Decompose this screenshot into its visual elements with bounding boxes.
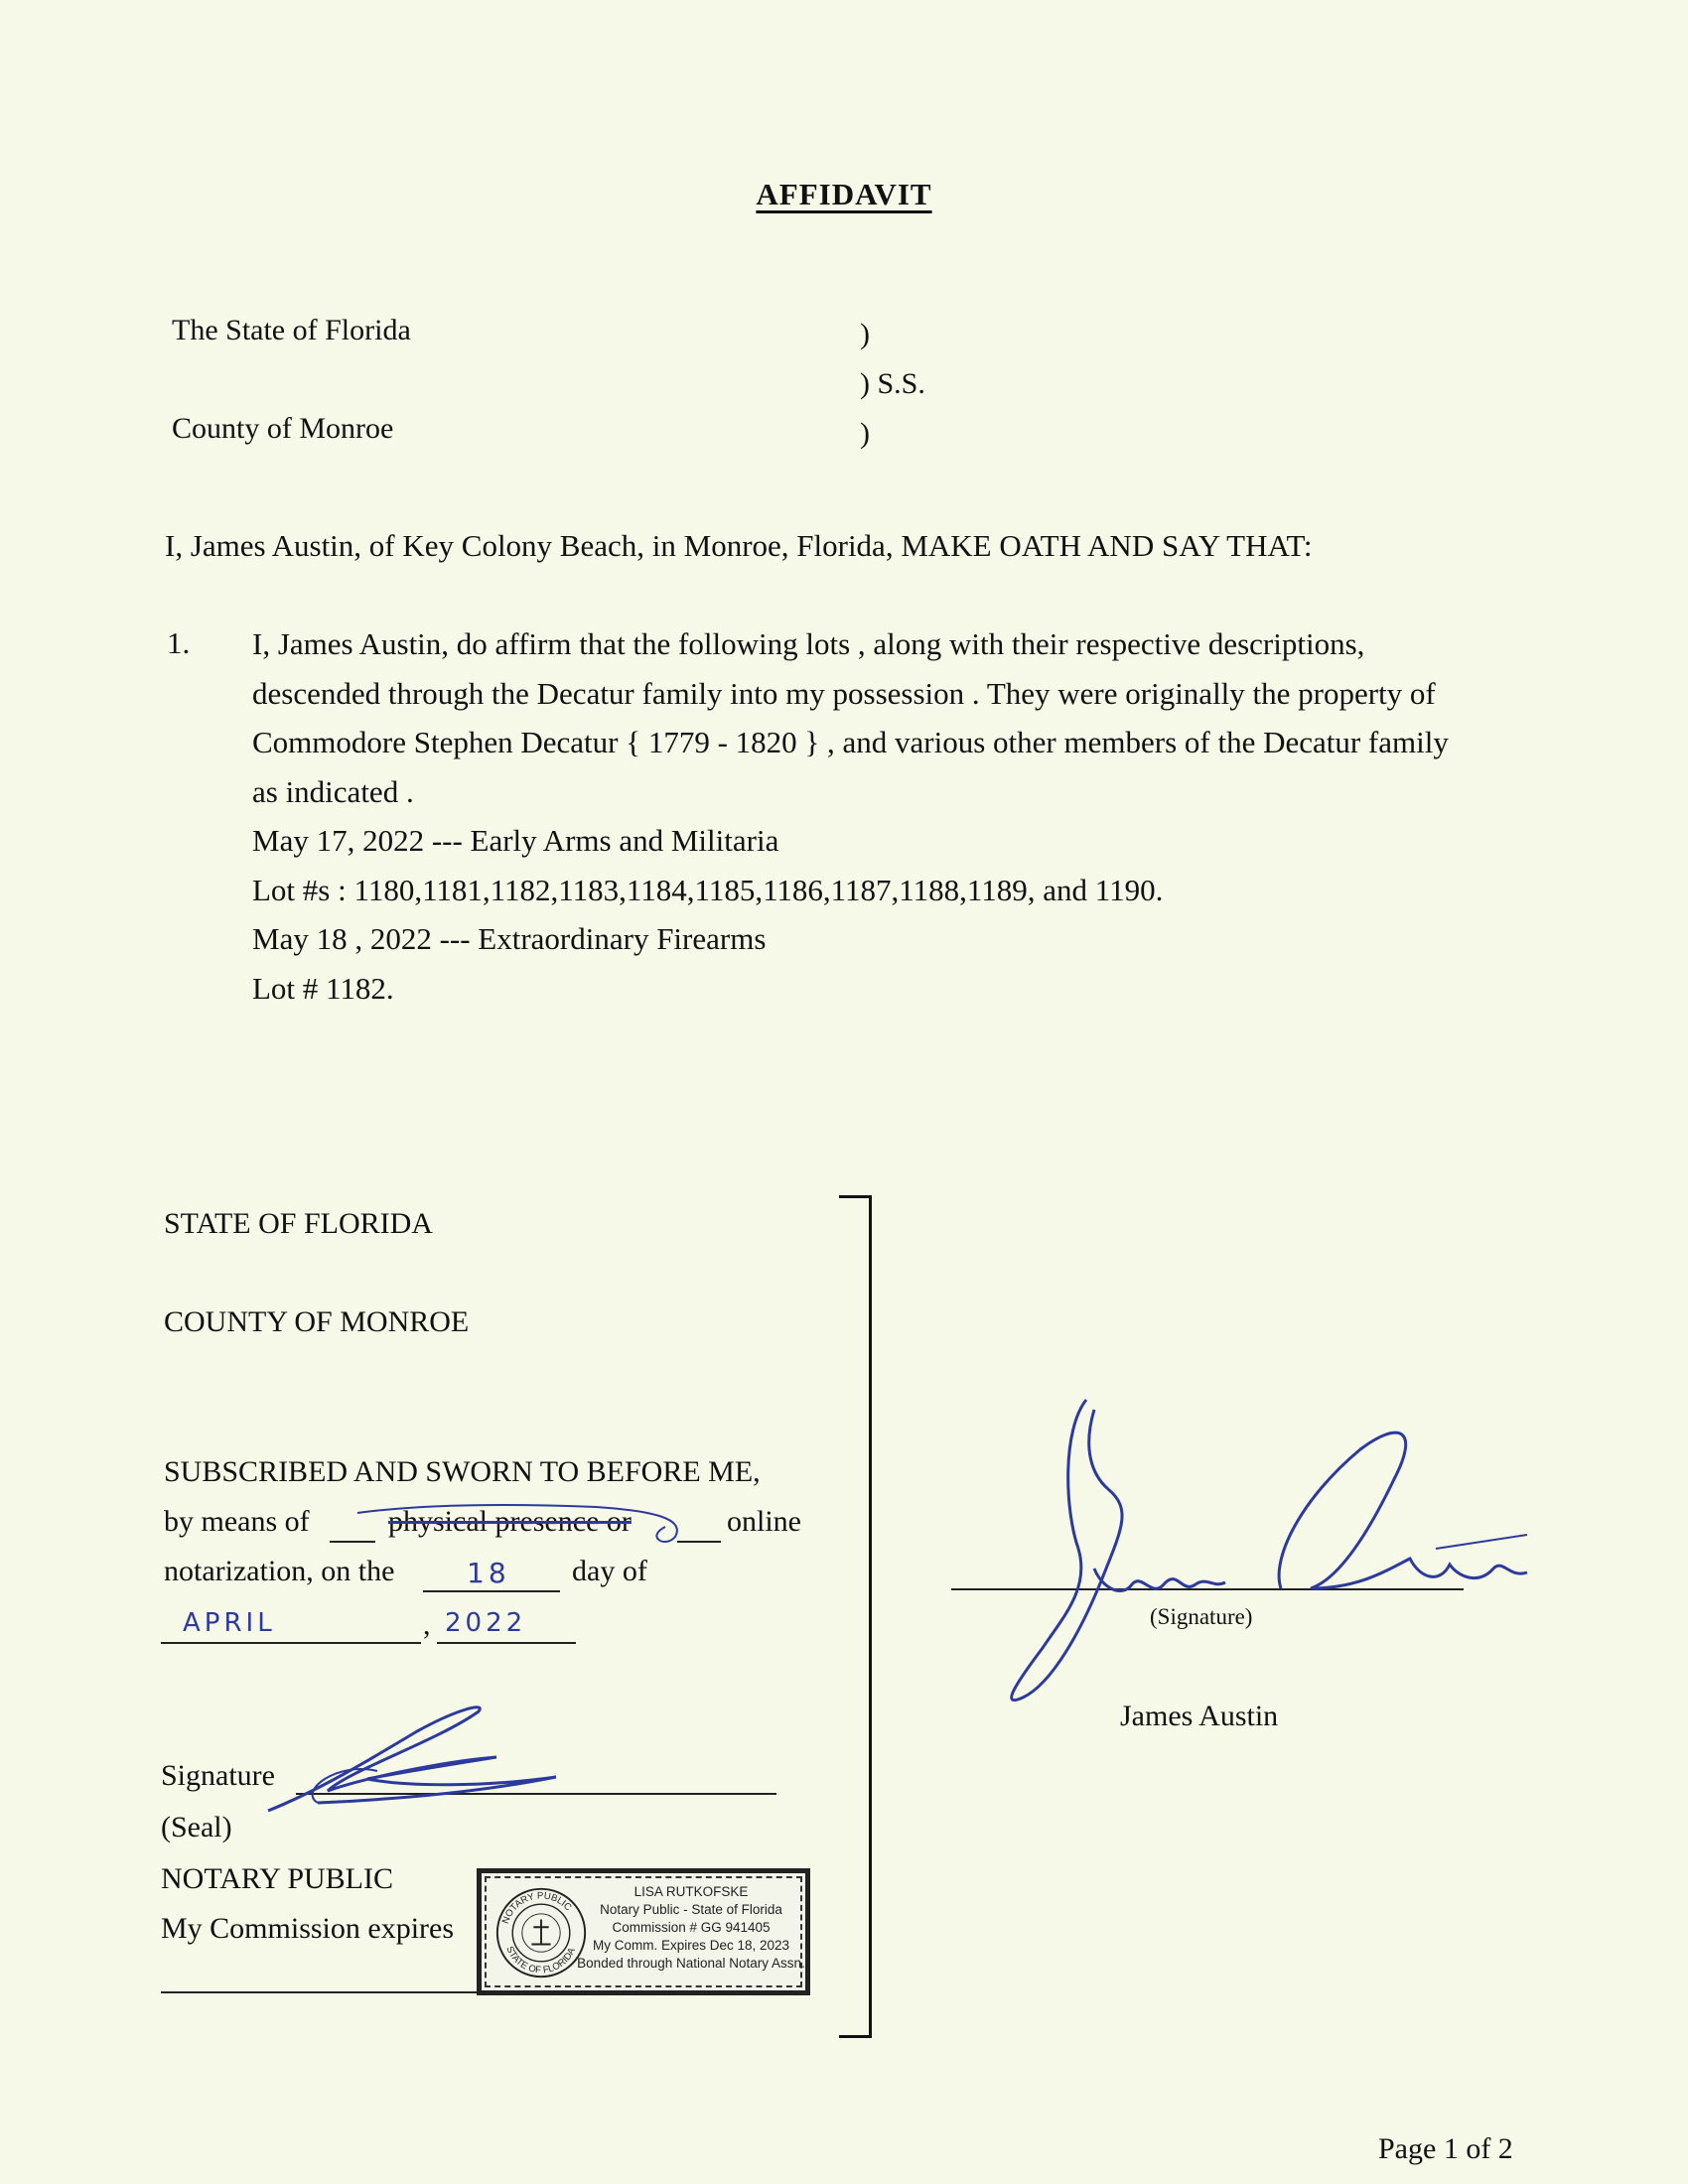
affiant-signature-image: [983, 1390, 1559, 1717]
strike-loop: [357, 1497, 725, 1557]
item-line: May 17, 2022 --- Early Arms and Militaria: [252, 823, 779, 858]
item-line: May 18 , 2022 --- Extraordinary Firearms: [252, 921, 767, 956]
oath-intro: I, James Austin, of Key Colony Beach, in Monroe, Florida, MAKE OATH AND SAY THAT:: [165, 528, 1313, 563]
seal-text-top: NOTARY PUBLIC: [499, 1890, 574, 1926]
year-handwritten: 2022: [445, 1608, 527, 1638]
commission-expires-line: [161, 1991, 479, 1993]
item-body: [252, 619, 1553, 1013]
stamp-bonded: Bonded through National Notary Assn.: [577, 1956, 805, 1971]
month-handwritten: APRIL: [183, 1608, 276, 1638]
item-line: Lot # 1182.: [252, 970, 394, 1006]
item-line: descended through the Decatur family into my possession . They were originally the property of: [252, 675, 1436, 711]
day-handwritten: 18: [467, 1557, 510, 1589]
venue-state: The State of Florida: [172, 314, 411, 346]
affiant-signature-caption: (Signature): [1150, 1604, 1253, 1629]
svg-text:NOTARY PUBLIC: [500, 1890, 574, 1925]
online-option: online: [727, 1505, 801, 1538]
venue-ss: ) S.S.: [860, 367, 925, 400]
stamp-expires: My Comm. Expires Dec 18, 2023: [592, 1938, 790, 1953]
stamp-notary-name: LISA RUTKOFSKE: [633, 1884, 749, 1899]
seal-text-bottom: STATE OF FLORIDA: [503, 1945, 578, 1977]
jurat-state: STATE OF FLORIDA: [164, 1207, 433, 1240]
item-line: I, James Austin, do affirm that the following lots , along with their respective descriptions,: [252, 626, 1365, 661]
physical-presence-option: physical presence or: [388, 1505, 632, 1538]
document-title: AFFIDAVIT: [756, 177, 932, 211]
stamp-notary-title: Notary Public - State of Florida: [600, 1902, 782, 1917]
page-number: Page 1 of 2: [1378, 2132, 1513, 2165]
venue-paren-bottom: ): [860, 417, 870, 450]
notary-signature-label: Signature: [161, 1759, 275, 1792]
florida-seal-icon: [493, 1885, 589, 1980]
day-blank-line: [423, 1590, 560, 1592]
svg-text:STATE OF FLORIDA: [503, 1945, 578, 1976]
item-line: Commodore Stephen Decatur { 1779 - 1820 } , and various other members of the Decatur family: [252, 725, 1449, 759]
jurat-bracket: [839, 1195, 872, 2038]
item-line: as indicated .: [252, 773, 414, 809]
jurat-subscribed: SUBSCRIBED AND SWORN TO BEFORE ME,: [164, 1455, 761, 1488]
by-means-of-label: by means of: [164, 1505, 310, 1538]
item-line: Lot #s : 1180,1181,1182,1183,1184,1185,1186,1187,1188,1189, and 1190.: [252, 872, 1164, 907]
notary-stamp: [477, 1868, 810, 1995]
notary-public-label: NOTARY PUBLIC: [161, 1862, 394, 1895]
venue-paren-top: ): [860, 318, 870, 350]
notary-signature-image: [258, 1692, 596, 1831]
commission-expires-label: My Commission expires: [161, 1912, 455, 1945]
venue-county: County of Monroe: [172, 412, 394, 445]
year-blank-line: [437, 1642, 576, 1644]
month-year-comma: ,: [423, 1608, 431, 1641]
stamp-commission: Commission # GG 941405: [612, 1920, 771, 1935]
notarization-label: notarization, on the: [164, 1555, 395, 1587]
affiant-name: James Austin: [1120, 1700, 1279, 1732]
jurat-county: COUNTY OF MONROE: [164, 1305, 470, 1338]
item-number: 1.: [167, 625, 191, 660]
seal-label: (Seal): [161, 1811, 232, 1843]
month-blank-line: [161, 1642, 421, 1644]
day-of-label: day of: [572, 1555, 647, 1587]
